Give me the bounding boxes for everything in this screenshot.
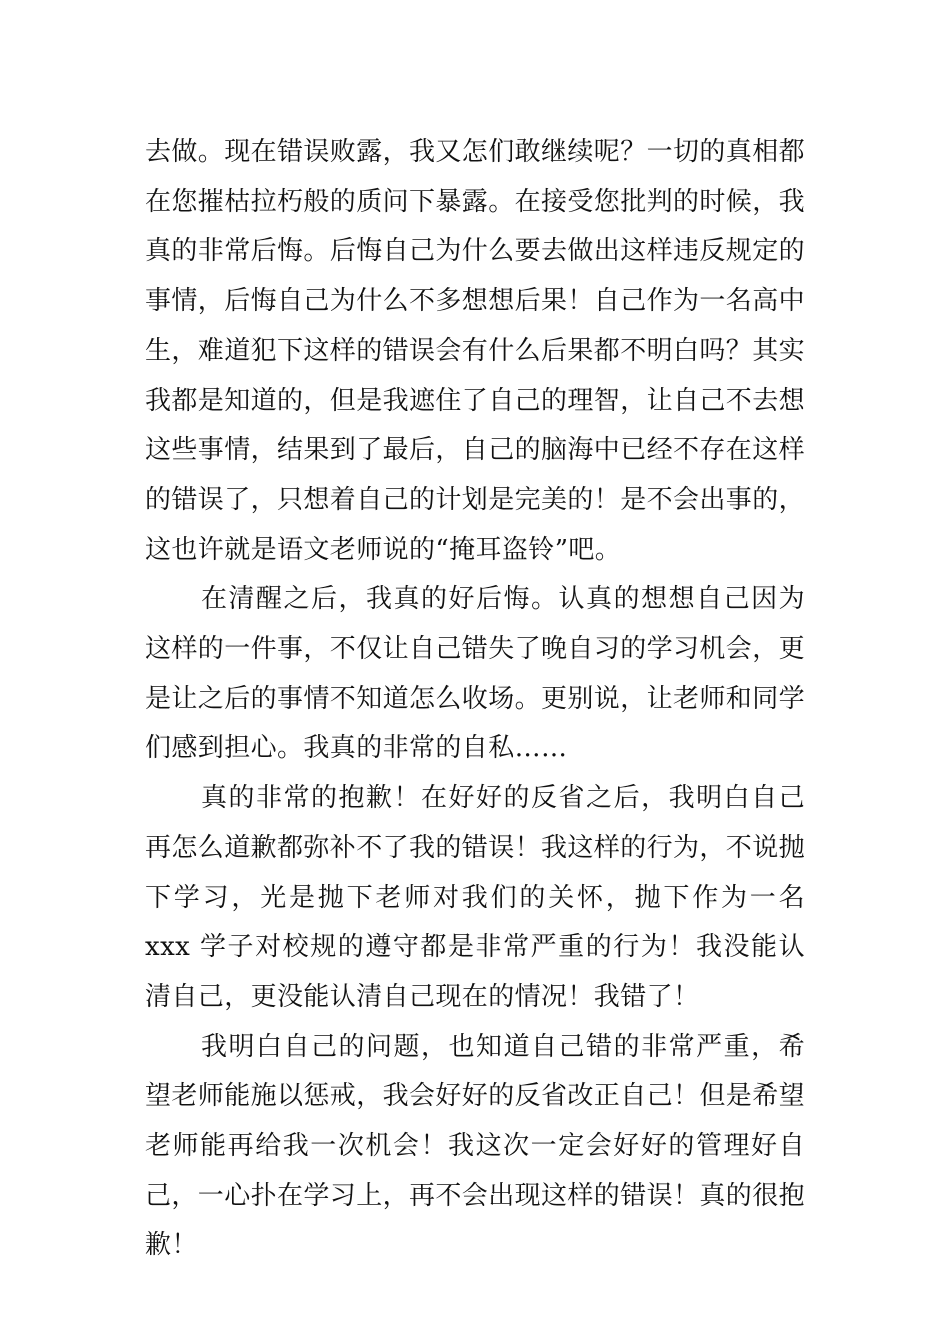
document-body [145,128,814,1271]
paragraph-apology: 真的非常的抱歉！在好好的反省之后，我明白自己再怎么道歉都弥补不了我的错误！我这样的行为，不说抛下学习，光是抛下老师对我们的关怀，抛下作为一名 xxx 学子对校规的遵守都是非常严重的行为！我没能认清自己，更没能认清自己现在的情况！我错了！ [145,783,814,1012]
paragraph-regret: 在清醒之后，我真的好后悔。认真的想想自己因为这样的一件事，不仅让自己错失了晚自习的学习机会，更是让之后的事情不知道怎么收场。更别说，让老师和同学们感到担心。我真的非常的自私…… [145,584,806,764]
paragraph-continuation: 去做。现在错误败露，我又怎们敢继续呢？一切的真相都在您摧枯拉朽般的质问下暴露。在接受您批判的时候，我真的非常后悔。后悔自己为什么要去做出这样违反规定的事情，后悔自己为什么不多想想后果！自己作为一名高中生，难道犯下这样的错误会有什么后果都不明白吗？其实我都是知道的，但是我遮住了自己的理智，让自己不去想这些事情，结果到了最后，自己的脑海中已经不存在这样的错误了，只想着自己的计划是完美的！是不会出事的，这也许就是语文老师说的“掩耳盗铃”吧。 [145,137,806,565]
paragraph-request: 我明白自己的问题，也知道自己错的非常严重，希望老师能施以惩戒，我会好好的反省改正自己！但是希望老师能再给我一次机会！我这次一定会好好的管理好自己，一心扑在学习上，再不会出现这样的错误！真的很抱歉！ [145,1031,806,1261]
